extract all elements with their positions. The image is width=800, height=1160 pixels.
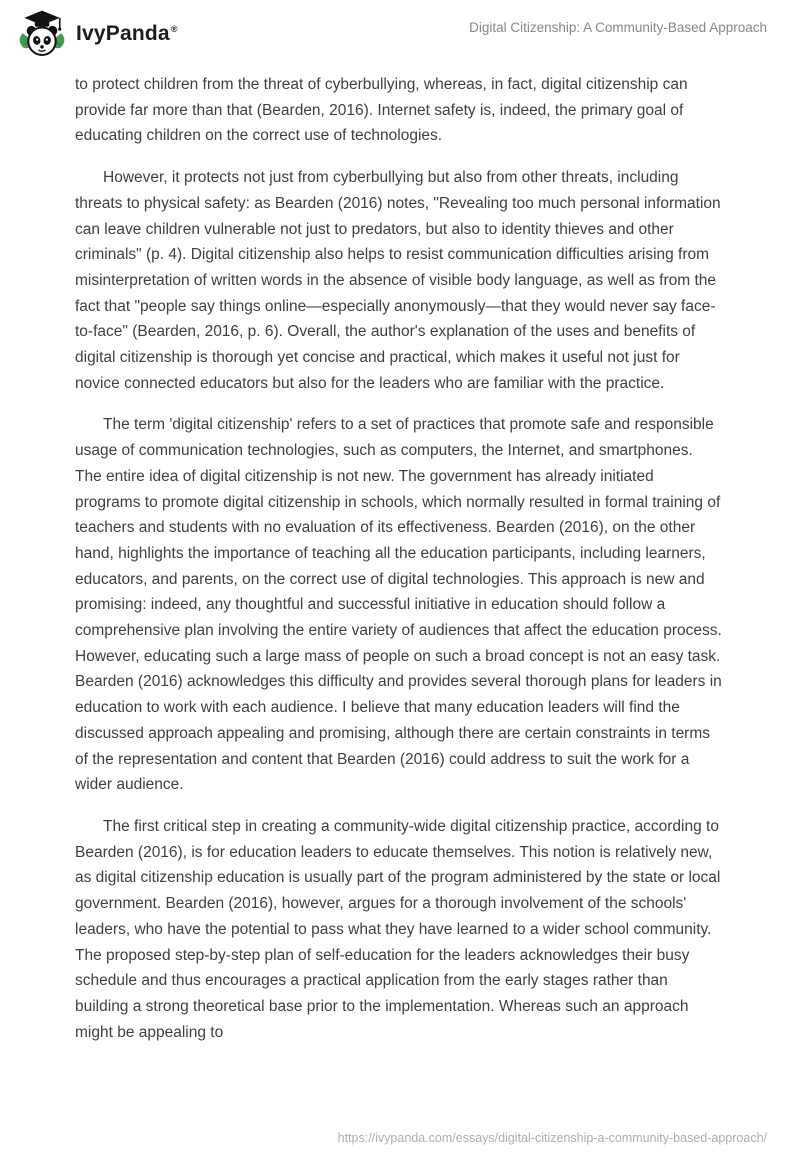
paragraph: The first critical step in creating a community-wide digital citizenship practice, according to Bearden (2016), is for education leaders to educate themselves. This notion is relatively new, as digital citizenship education is usually part of the program administered by the state or local government. Bearden (2016), however, argues for a thorough involvement of the schools' leaders, who have the potential to pass what they have learned to a wider school community. The proposed step-by-step plan of self-education for the leaders acknowledges their busy schedule and thus encourages a practical application from the early stages rather than building a strong theoretical base prior to the implementation. Whereas such an approach might be appealing to (75, 817, 721, 1041)
paragraph: The term 'digital citizenship' refers to a set of practices that promote safe and responsible usage of communication technologies, such as computers, the Internet, and smartphones. The entire idea of digital citizenship is not new. The government has already initiated programs to promote digital citizenship in schools, which normally resulted in formal training of teachers and students with no evaluation of its effectiveness. Bearden (2016), on the other hand, highlights the importance of teaching all the education participants, including learners, educators, and parents, on the correct use of digital technologies. This approach is new and promising: indeed, any thoughtful and successful initiative in education should follow a comprehensive plan involving the entire variety of audiences that affect the education process. However, educating such a large mass of people on such a broad concept is not an easy task. Bearden (2016) acknowledges this difficulty and provides several thorough plans for leaders in education to work with each audience. I believe that many education leaders will find the discussed approach appealing and promising, although there are certain constraints in terms of the representation and content that Bearden (2016) could address to suit the work for a wider audience. (75, 416, 722, 794)
brand-name-text: IvyPanda (76, 22, 170, 45)
source-url-link[interactable]: https://ivypanda.com/essays/digital-citizenship-a-community-based-approach/ (337, 1131, 767, 1145)
footer (338, 1129, 767, 1147)
panda-graduate-icon (16, 9, 68, 59)
essay-body (0, 64, 800, 1045)
header (0, 0, 800, 64)
ivypanda-logo[interactable] (16, 9, 178, 59)
paragraph: to protect children from the threat of cyberbullying, whereas, in fact, digital citizenship can provide far more than that (Bearden, 2016). Internet safety is, indeed, the primary goal of educating children on the correct use of technologies. (75, 76, 688, 145)
brand-name (76, 22, 178, 46)
document-title: Digital Citizenship: A Community-Based Approach (469, 20, 767, 35)
paragraph: However, it protects not just from cyberbullying but also from other threats, including threats to physical safety: as Bearden (2016) notes, "Revealing too much personal information can leave children vulnerable not just to predators, but also to identity thieves and other criminals" (p. 4). Digital citizenship also helps to resist communication difficulties arising from misinterpretation of written words in the absence of visible body language, as well as from the fact that "people say things online—especially anonymously—that they would never say face-to-face" (Bearden, 2016, p. 6). Overall, the author's explanation of the uses and benefits of digital citizenship is thorough yet concise and practical, which makes it useful not just for novice connected educators but also for the leaders who are familiar with the practice. (75, 169, 721, 392)
registered-mark: ® (170, 24, 178, 34)
